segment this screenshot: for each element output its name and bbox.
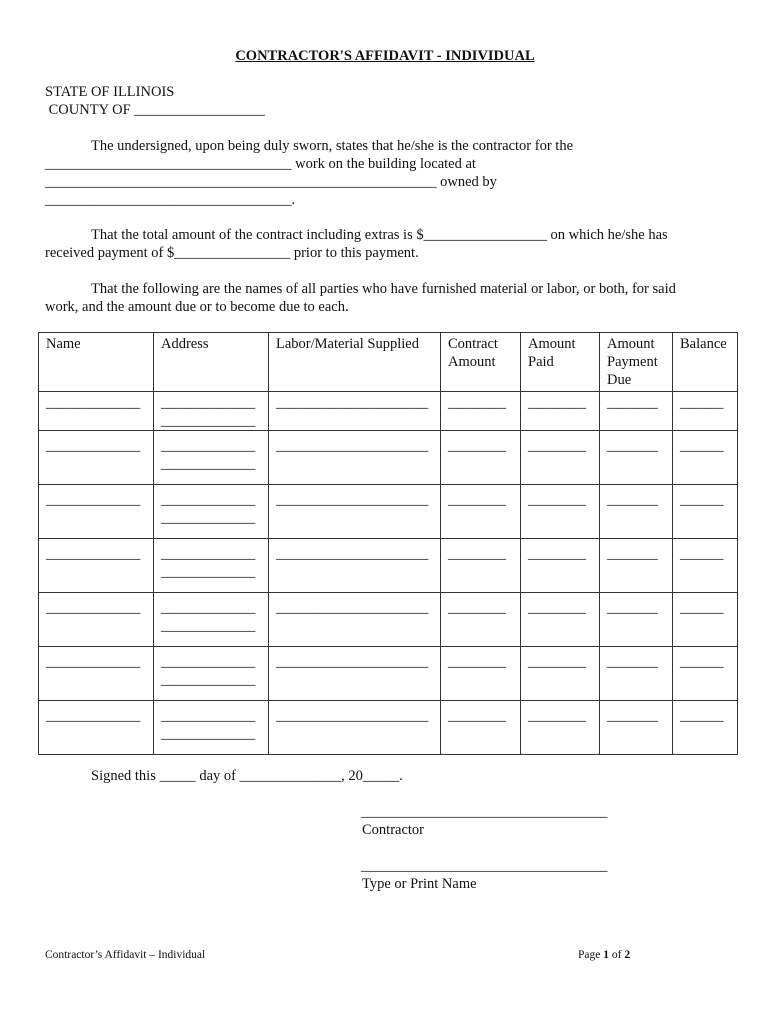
footer-document-name: Contractor’s Affidavit – Individual <box>45 949 206 961</box>
state-line: STATE OF ILLINOIS <box>45 84 175 100</box>
header-balance: Balance <box>673 333 738 392</box>
blank-line[interactable]: ______ <box>680 600 724 616</box>
cell-address[interactable] <box>154 431 269 485</box>
paragraph-2-line-1[interactable]: That the total amount of the contract including extras is $_________________ on which he/she has <box>91 227 668 243</box>
blank-line[interactable]: _____________________ <box>276 708 429 724</box>
cell-balance[interactable] <box>673 539 738 593</box>
cell-payment-due[interactable] <box>600 701 673 755</box>
blank-line[interactable]: _____________ <box>161 413 256 429</box>
cell-payment-due[interactable] <box>600 539 673 593</box>
cell-contract[interactable] <box>441 431 521 485</box>
header-amount-paid: Amount Paid <box>521 333 600 392</box>
cell-contract[interactable] <box>441 701 521 755</box>
cell-name[interactable] <box>39 485 154 539</box>
signature-line[interactable]: __________________________________ <box>361 804 608 820</box>
cell-address[interactable] <box>154 701 269 755</box>
header-amount-payment-due: Amount Payment Due <box>600 333 673 392</box>
blank-line[interactable]: ________ <box>448 438 506 454</box>
header-labor-material: Labor/Material Supplied <box>269 333 441 392</box>
cell-address[interactable] <box>154 593 269 647</box>
cell-contract[interactable] <box>441 392 521 431</box>
paragraph-1-line-4[interactable]: __________________________________. <box>45 192 296 208</box>
cell-payment-due[interactable] <box>600 392 673 431</box>
blank-line[interactable]: _____________ <box>46 708 141 724</box>
blank-line[interactable]: _____________________ <box>276 395 429 411</box>
blank-line[interactable]: ______ <box>680 492 724 508</box>
blank-line[interactable]: _____________ <box>46 492 141 508</box>
print-name-line[interactable]: __________________________________ <box>361 858 608 874</box>
cell-labor[interactable] <box>269 593 441 647</box>
blank-line[interactable]: ________ <box>448 654 506 670</box>
cell-labor[interactable] <box>269 485 441 539</box>
table-row <box>39 392 738 431</box>
cell-paid[interactable] <box>521 701 600 755</box>
cell-name[interactable] <box>39 431 154 485</box>
footer-page-number: Page 1 of 2 <box>578 949 631 961</box>
cell-balance[interactable] <box>673 431 738 485</box>
print-name-label: Type or Print Name <box>362 876 477 892</box>
blank-line[interactable]: _______ <box>607 708 658 724</box>
blank-line[interactable]: _____________________ <box>276 438 429 454</box>
cell-balance[interactable] <box>673 593 738 647</box>
blank-line[interactable]: ________ <box>528 438 586 454</box>
blank-line[interactable]: _____________________ <box>276 492 429 508</box>
cell-paid[interactable] <box>521 485 600 539</box>
blank-line[interactable]: ______ <box>680 395 724 411</box>
cell-paid[interactable] <box>521 647 600 701</box>
paragraph-2-line-2[interactable]: received payment of $________________ prior to this payment. <box>45 245 419 261</box>
blank-line[interactable]: _______ <box>607 395 658 411</box>
blank-line[interactable]: _____________ <box>161 438 256 454</box>
blank-line[interactable]: _____________________ <box>276 600 429 616</box>
paragraph-1-line-2[interactable]: __________________________________ work on the building located at <box>45 156 476 172</box>
blank-line[interactable]: _______ <box>607 600 658 616</box>
blank-line[interactable]: _____________ <box>46 438 141 454</box>
blank-line[interactable]: _____________ <box>161 492 256 508</box>
cell-address[interactable] <box>154 647 269 701</box>
table-row <box>39 593 738 647</box>
cell-address[interactable] <box>154 392 269 431</box>
blank-line[interactable]: _______ <box>607 654 658 670</box>
cell-labor[interactable] <box>269 392 441 431</box>
blank-line[interactable]: ________ <box>528 395 586 411</box>
paragraph-3-line-2: work, and the amount due or to become due to each. <box>45 299 349 315</box>
table-row <box>39 431 738 485</box>
cell-name[interactable] <box>39 392 154 431</box>
blank-line[interactable]: _____________ <box>161 564 256 580</box>
blank-line[interactable]: _____________ <box>46 395 141 411</box>
header-address: Address <box>154 333 269 392</box>
header-name: Name <box>39 333 154 392</box>
table-row <box>39 485 738 539</box>
signed-date-line[interactable]: Signed this _____ day of ______________, 20_____. <box>91 768 403 784</box>
cell-payment-due[interactable] <box>600 431 673 485</box>
blank-line[interactable]: _____________ <box>161 654 256 670</box>
contractor-label: Contractor <box>362 822 425 838</box>
blank-line[interactable]: _____________ <box>161 726 256 742</box>
cell-paid[interactable] <box>521 539 600 593</box>
blank-line[interactable]: ________ <box>448 492 506 508</box>
cell-address[interactable] <box>154 485 269 539</box>
paragraph-1-line-3[interactable]: ______________________________________________________ owned by <box>45 174 497 190</box>
blank-line[interactable]: ______ <box>680 438 724 454</box>
blank-line[interactable]: _____________ <box>161 672 256 688</box>
cell-balance[interactable] <box>673 485 738 539</box>
blank-line[interactable]: ______ <box>680 546 724 562</box>
blank-line[interactable]: _____________________ <box>276 546 429 562</box>
paragraph-3-line-1: That the following are the names of all parties who have furnished material or labor, or both, for said <box>91 281 676 297</box>
blank-line[interactable]: ________ <box>528 600 586 616</box>
cell-contract[interactable] <box>441 539 521 593</box>
cell-payment-due[interactable] <box>600 485 673 539</box>
blank-line[interactable]: ________ <box>528 708 586 724</box>
blank-line[interactable]: ______ <box>680 708 724 724</box>
blank-line[interactable]: ________ <box>528 654 586 670</box>
blank-line[interactable]: _____________ <box>161 618 256 634</box>
cell-balance[interactable] <box>673 647 738 701</box>
cell-name[interactable] <box>39 593 154 647</box>
blank-line[interactable]: ________ <box>448 600 506 616</box>
table-row <box>39 647 738 701</box>
cell-payment-due[interactable] <box>600 593 673 647</box>
blank-line[interactable]: _______ <box>607 492 658 508</box>
parties-table <box>38 332 738 755</box>
cell-contract[interactable] <box>441 647 521 701</box>
cell-labor[interactable] <box>269 701 441 755</box>
blank-line[interactable]: _____________ <box>161 708 256 724</box>
blank-line[interactable]: _____________________ <box>276 654 429 670</box>
cell-name[interactable] <box>39 647 154 701</box>
cell-payment-due[interactable] <box>600 647 673 701</box>
cell-labor[interactable] <box>269 431 441 485</box>
blank-line[interactable]: ________ <box>448 708 506 724</box>
table-row <box>39 701 738 755</box>
blank-line[interactable]: _____________ <box>161 456 256 472</box>
cell-paid[interactable] <box>521 431 600 485</box>
blank-line[interactable]: ________ <box>528 546 586 562</box>
cell-balance[interactable] <box>673 392 738 431</box>
blank-line[interactable]: ________ <box>448 546 506 562</box>
cell-labor[interactable] <box>269 539 441 593</box>
blank-line[interactable]: _______ <box>607 546 658 562</box>
blank-line[interactable]: ________ <box>448 395 506 411</box>
table-row <box>39 539 738 593</box>
blank-line[interactable]: _____________ <box>161 395 256 411</box>
blank-line[interactable]: _____________ <box>46 600 141 616</box>
blank-line[interactable]: _____________ <box>46 546 141 562</box>
blank-line[interactable]: _____________ <box>161 546 256 562</box>
cell-contract[interactable] <box>441 485 521 539</box>
blank-line[interactable]: _____________ <box>161 600 256 616</box>
document-title: CONTRACTOR'S AFFIDAVIT - INDIVIDUAL <box>235 48 535 64</box>
cell-paid[interactable] <box>521 392 600 431</box>
blank-line[interactable]: _______ <box>607 438 658 454</box>
blank-line[interactable]: ________ <box>528 492 586 508</box>
cell-name[interactable] <box>39 539 154 593</box>
cell-address[interactable] <box>154 539 269 593</box>
cell-contract[interactable] <box>441 593 521 647</box>
cell-balance[interactable] <box>673 701 738 755</box>
header-contract-amount: Contract Amount <box>441 333 521 392</box>
county-line[interactable]: COUNTY OF __________________ <box>45 102 265 118</box>
blank-line[interactable]: ______ <box>680 654 724 670</box>
cell-labor[interactable] <box>269 647 441 701</box>
cell-paid[interactable] <box>521 593 600 647</box>
table-header-row <box>39 333 738 392</box>
cell-name[interactable] <box>39 701 154 755</box>
blank-line[interactable]: _____________ <box>46 654 141 670</box>
paragraph-1-line-1: The undersigned, upon being duly sworn, states that he/she is the contractor for the <box>91 138 574 154</box>
blank-line[interactable]: _____________ <box>161 510 256 526</box>
